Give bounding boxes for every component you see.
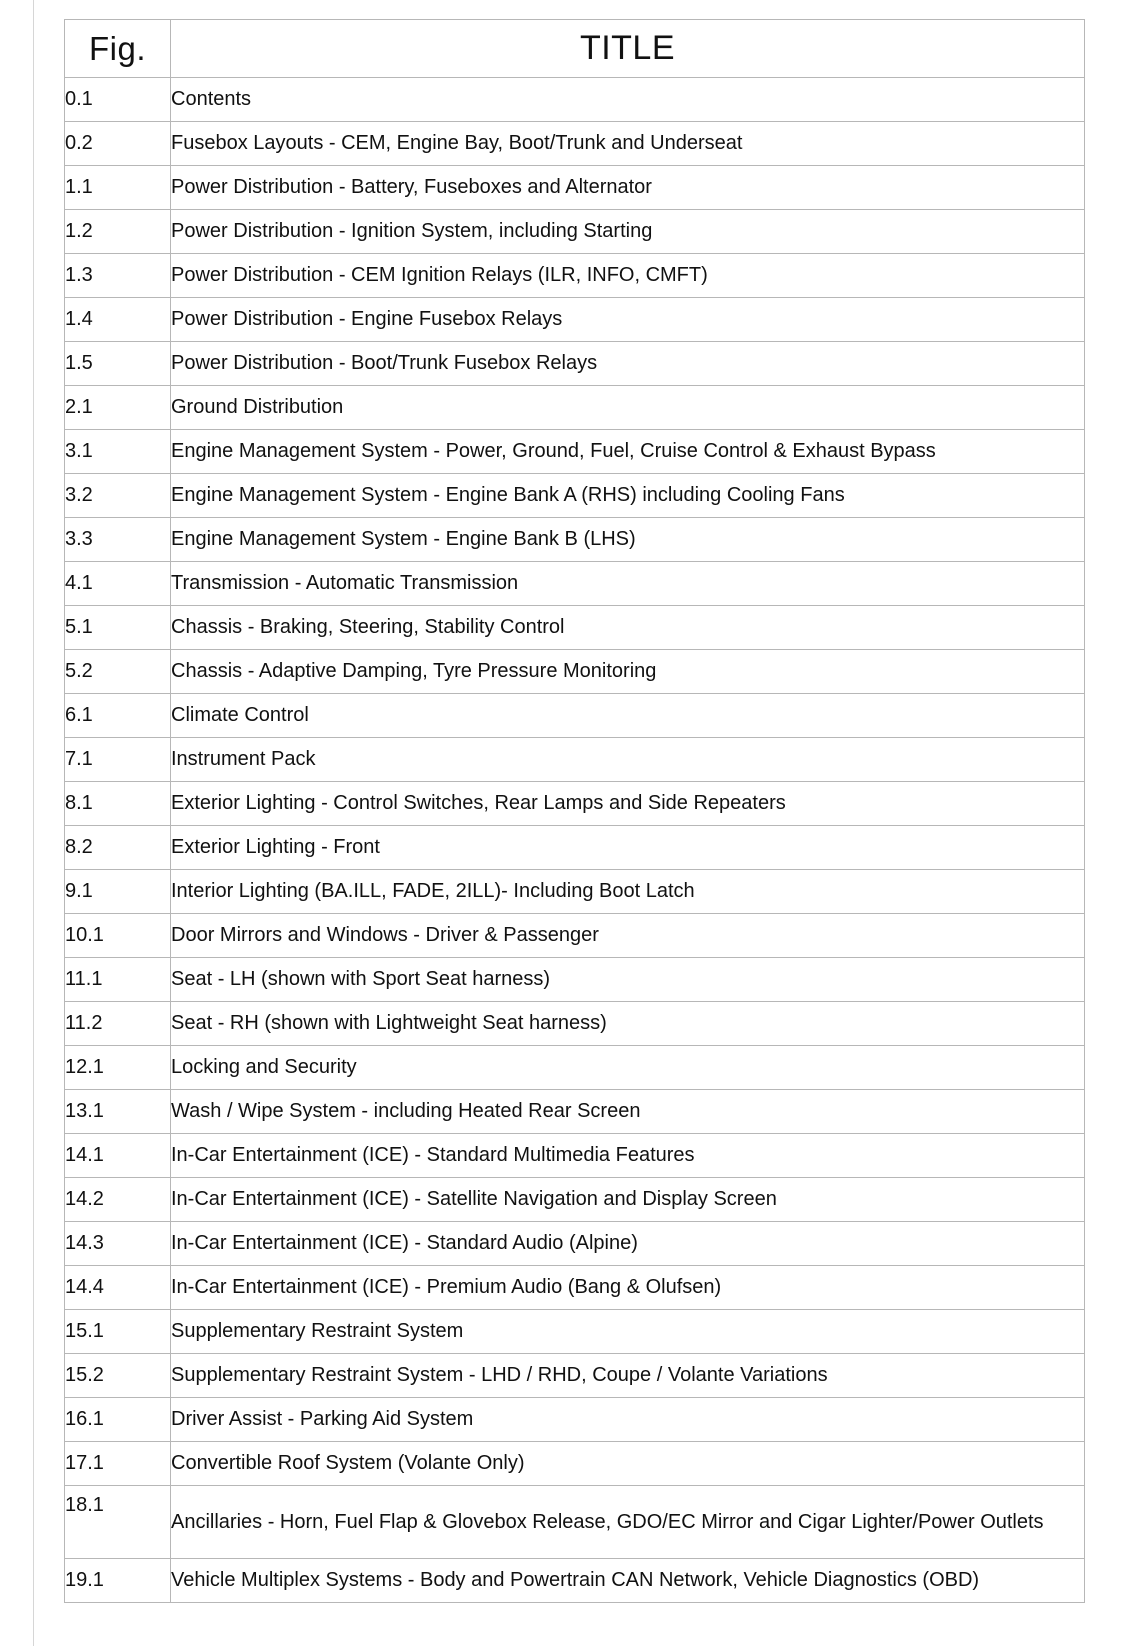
table-row: [65, 562, 1085, 606]
table-row: [65, 254, 1085, 298]
fig-title: Climate Control: [171, 694, 1085, 738]
fig-title: Wash / Wipe System - including Heated Rear Screen: [171, 1090, 1085, 1134]
table-row: [65, 1222, 1085, 1266]
fig-number: 7.1: [65, 738, 171, 782]
table-row: [65, 166, 1085, 210]
fig-title: Power Distribution - Boot/Trunk Fusebox Relays: [171, 342, 1085, 386]
table-row: [65, 826, 1085, 870]
table-row: [65, 122, 1085, 166]
fig-number: 8.1: [65, 782, 171, 826]
table-row: [65, 1266, 1085, 1310]
table-row: [65, 1310, 1085, 1354]
table-row: [65, 1354, 1085, 1398]
page-edge-line: [33, 0, 34, 1646]
fig-title: Chassis - Adaptive Damping, Tyre Pressure Monitoring: [171, 650, 1085, 694]
table-row: [65, 1002, 1085, 1046]
fig-number: 16.1: [65, 1398, 171, 1442]
contents-rows: [65, 78, 1085, 1603]
table-row: [65, 474, 1085, 518]
table-row: [65, 1046, 1085, 1090]
fig-title: Instrument Pack: [171, 738, 1085, 782]
table-row: [65, 1134, 1085, 1178]
table-row: [65, 1442, 1085, 1486]
fig-number: 8.2: [65, 826, 171, 870]
fig-title: Door Mirrors and Windows - Driver & Passenger: [171, 914, 1085, 958]
table-row: [65, 606, 1085, 650]
fig-number: 1.4: [65, 298, 171, 342]
fig-title: Exterior Lighting - Control Switches, Rear Lamps and Side Repeaters: [171, 782, 1085, 826]
fig-number: 0.1: [65, 78, 171, 122]
table-row: [65, 430, 1085, 474]
fig-title: In-Car Entertainment (ICE) - Standard Audio (Alpine): [171, 1222, 1085, 1266]
fig-title: Supplementary Restraint System - LHD / RHD, Coupe / Volante Variations: [171, 1354, 1085, 1398]
fig-title: Seat - LH (shown with Sport Seat harness): [171, 958, 1085, 1002]
fig-number: 14.1: [65, 1134, 171, 1178]
fig-title: Engine Management System - Power, Ground, Fuel, Cruise Control & Exhaust Bypass: [171, 430, 1085, 474]
table-row: [65, 1486, 1085, 1559]
fig-title: In-Car Entertainment (ICE) - Satellite Navigation and Display Screen: [171, 1178, 1085, 1222]
fig-title: Fusebox Layouts - CEM, Engine Bay, Boot/Trunk and Underseat: [171, 122, 1085, 166]
fig-number: 1.2: [65, 210, 171, 254]
fig-number: 10.1: [65, 914, 171, 958]
table-row: [65, 738, 1085, 782]
table-row: [65, 518, 1085, 562]
fig-title: Vehicle Multiplex Systems - Body and Powertrain CAN Network, Vehicle Diagnostics (OBD): [171, 1559, 1085, 1603]
fig-number: 1.1: [65, 166, 171, 210]
table-row: [65, 694, 1085, 738]
fig-number: 11.2: [65, 1002, 171, 1046]
fig-number: 14.3: [65, 1222, 171, 1266]
table-row: [65, 650, 1085, 694]
fig-number: 5.2: [65, 650, 171, 694]
fig-title: Power Distribution - Engine Fusebox Relays: [171, 298, 1085, 342]
fig-title: In-Car Entertainment (ICE) - Premium Audio (Bang & Olufsen): [171, 1266, 1085, 1310]
fig-number: 1.5: [65, 342, 171, 386]
fig-number: 15.1: [65, 1310, 171, 1354]
table-row: [65, 1559, 1085, 1603]
contents-table: [64, 19, 1085, 1603]
fig-number: 4.1: [65, 562, 171, 606]
fig-number: 18.1: [65, 1486, 171, 1559]
fig-title: Power Distribution - Ignition System, including Starting: [171, 210, 1085, 254]
fig-column-header: Fig.: [65, 20, 171, 78]
fig-title: Supplementary Restraint System: [171, 1310, 1085, 1354]
fig-number: 11.1: [65, 958, 171, 1002]
table-row: [65, 342, 1085, 386]
fig-number: 13.1: [65, 1090, 171, 1134]
table-row: [65, 386, 1085, 430]
fig-number: 9.1: [65, 870, 171, 914]
fig-title: In-Car Entertainment (ICE) - Standard Multimedia Features: [171, 1134, 1085, 1178]
table-row: [65, 210, 1085, 254]
fig-title: Ground Distribution: [171, 386, 1085, 430]
fig-number: 12.1: [65, 1046, 171, 1090]
table-row: [65, 914, 1085, 958]
fig-number: 3.3: [65, 518, 171, 562]
fig-title: Seat - RH (shown with Lightweight Seat harness): [171, 1002, 1085, 1046]
fig-number: 1.3: [65, 254, 171, 298]
table-row: [65, 1398, 1085, 1442]
fig-title: Transmission - Automatic Transmission: [171, 562, 1085, 606]
header-row: [65, 20, 1085, 78]
fig-title: Ancillaries - Horn, Fuel Flap & Glovebox Release, GDO/EC Mirror and Cigar Lighter/Power Outlets: [171, 1486, 1085, 1559]
fig-number: 5.1: [65, 606, 171, 650]
fig-number: 6.1: [65, 694, 171, 738]
fig-title: Contents: [171, 78, 1085, 122]
fig-title: Interior Lighting (BA.ILL, FADE, 2ILL)- Including Boot Latch: [171, 870, 1085, 914]
fig-title: Engine Management System - Engine Bank B (LHS): [171, 518, 1085, 562]
fig-number: 19.1: [65, 1559, 171, 1603]
fig-title: Power Distribution - Battery, Fuseboxes and Alternator: [171, 166, 1085, 210]
table-row: [65, 298, 1085, 342]
fig-number: 14.4: [65, 1266, 171, 1310]
fig-title: Driver Assist - Parking Aid System: [171, 1398, 1085, 1442]
fig-title: Chassis - Braking, Steering, Stability Control: [171, 606, 1085, 650]
fig-title: Locking and Security: [171, 1046, 1085, 1090]
table-row: [65, 870, 1085, 914]
fig-number: 2.1: [65, 386, 171, 430]
fig-title: Power Distribution - CEM Ignition Relays (ILR, INFO, CMFT): [171, 254, 1085, 298]
fig-title: Engine Management System - Engine Bank A (RHS) including Cooling Fans: [171, 474, 1085, 518]
fig-number: 15.2: [65, 1354, 171, 1398]
title-column-header: TITLE: [171, 20, 1085, 78]
table-row: [65, 1178, 1085, 1222]
table-row: [65, 1090, 1085, 1134]
fig-title: Convertible Roof System (Volante Only): [171, 1442, 1085, 1486]
fig-number: 3.2: [65, 474, 171, 518]
table-row: [65, 78, 1085, 122]
fig-number: 14.2: [65, 1178, 171, 1222]
fig-number: 3.1: [65, 430, 171, 474]
fig-title: Exterior Lighting - Front: [171, 826, 1085, 870]
fig-number: 0.2: [65, 122, 171, 166]
fig-number: 17.1: [65, 1442, 171, 1486]
table-row: [65, 782, 1085, 826]
table-row: [65, 958, 1085, 1002]
